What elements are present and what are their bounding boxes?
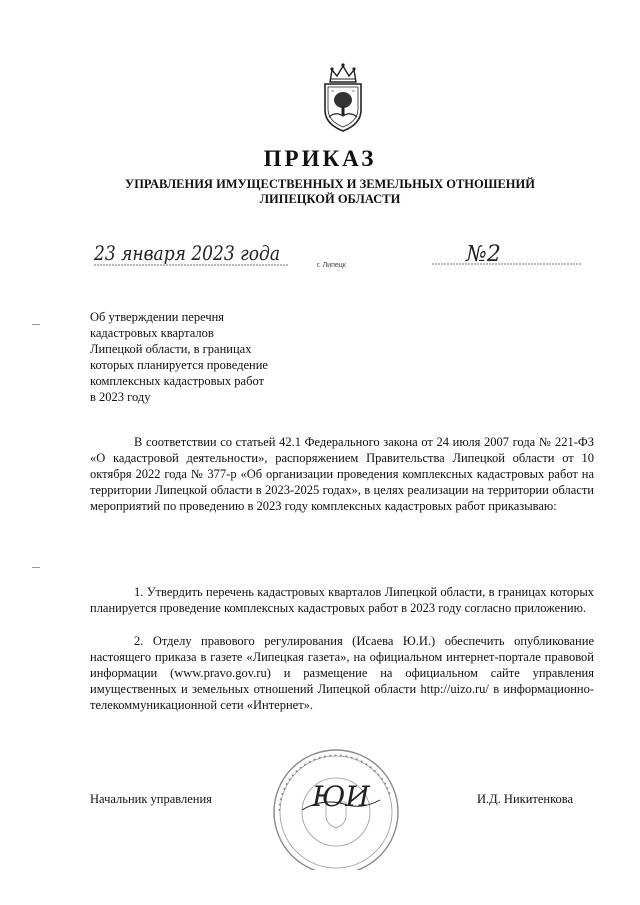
department-line-1: УПРАВЛЕНИЯ ИМУЩЕСТВЕННЫХ И ЗЕМЕЛЬНЫХ ОТНОШЕНИЙ xyxy=(125,177,535,191)
city-label: г. Липецк xyxy=(317,262,346,269)
handwritten-number xyxy=(432,240,582,272)
subject-line: Об утверждении перечня xyxy=(90,310,225,324)
handwritten-date xyxy=(92,238,292,272)
coat-of-arms-icon xyxy=(318,62,368,134)
handwritten-number-text: №2 xyxy=(466,242,501,267)
order-item-2: 2. Отделу правового регулирования (Исаева Ю.И.) обеспечить опубликование настоящего приказа в газете «Липецкая газета», на официальном интернет-портале правовой информации (www.pravo.gov.ru) и размещение на официальном сайте управления имущественных и земельных отношений Липецкой области http://uizo.ru/ в информационно-телекоммуникационной сети «Интернет». xyxy=(90,634,594,712)
subject-line: в 2023 году xyxy=(90,390,151,404)
document-title: ПРИКАЗ xyxy=(263,146,377,171)
department-line-2: ЛИПЕЦКОЙ ОБЛАСТИ xyxy=(259,192,401,206)
handwritten-date-text: 23 января 2023 года xyxy=(93,241,280,265)
subject-line: кадастровых кварталов xyxy=(90,326,214,340)
official-stamp xyxy=(262,740,410,870)
svg-text:••••••••••••••••••••••••••••••: •••••••••••••••••••••••••••••• xyxy=(275,751,394,813)
signatory-name: И.Д. Никитенкова xyxy=(477,792,574,806)
signature-text: ЮИ xyxy=(312,780,370,813)
margin-mark xyxy=(32,567,40,568)
subject-line: комплексных кадастровых работ xyxy=(90,374,264,388)
margin-mark xyxy=(32,324,40,325)
subject-line: Липецкой области, в границах xyxy=(90,342,252,356)
department-name xyxy=(60,177,600,207)
preamble-paragraph: В соответствии со статьей 42.1 Федерального закона от 24 июля 2007 года № 221-ФЗ «О кадастровой деятельности», распоряжением Правительства Липецкой области от 10 октября 2022 года № 377-р «Об организации проведения комплексных кадастровых работ на территории Липецкой области в 2023-2025 годах», в целях реализации на территории области мероприятий по проведению в 2023 году комплексных кадастровых работ приказываю: xyxy=(90,435,594,513)
order-subject xyxy=(90,309,350,405)
signatory-position: Начальник управления xyxy=(90,792,212,806)
subject-line: которых планируется проведение xyxy=(90,358,268,372)
order-item-1: 1. Утвердить перечень кадастровых кварталов Липецкой области, в границах которых планируется проведение комплексных кадастровых работ в 2023 году согласно приложению. xyxy=(90,585,594,615)
